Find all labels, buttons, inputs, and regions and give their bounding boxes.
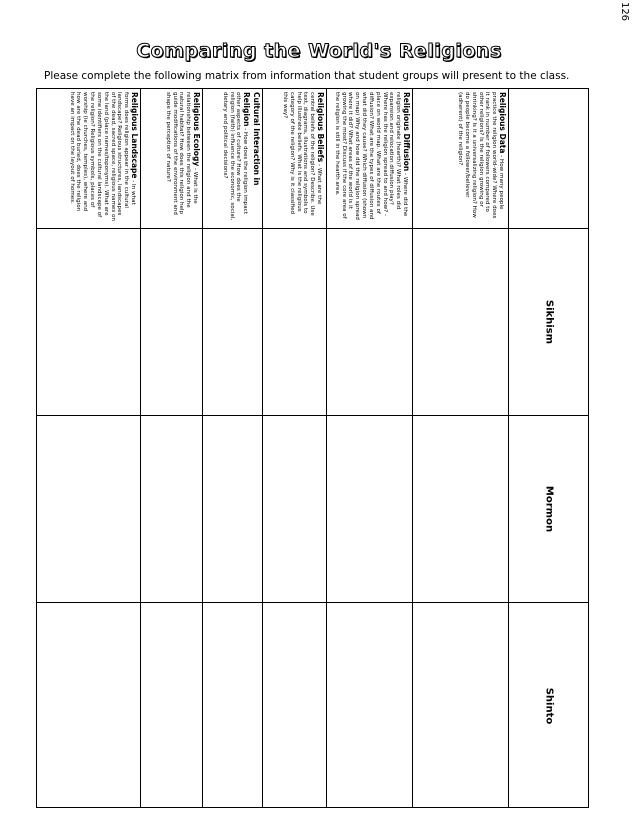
page-title: Comparing the World's Religions [136,40,502,62]
answer-cell[interactable] [141,229,203,416]
answer-cell[interactable] [203,416,263,603]
matrix-category-column [263,89,327,807]
category-title: Religious Beliefs [316,92,325,163]
category-label-cell [37,89,141,229]
category-title: Religious Landscape [130,92,139,179]
category-label-cell [413,89,509,229]
category-label-cell [327,89,413,229]
matrix-category-column [141,89,203,807]
column-header-sikhism: Sikhism [509,229,588,416]
matrix-category-column [37,89,141,807]
answer-cell[interactable] [37,416,141,603]
matrix-corner [509,89,588,229]
matrix-category-column [413,89,509,807]
column-header-shinto: Shinto [543,687,554,725]
category-prompt: - What are the central beliefs of the religion? Describe. Use text, diagrams, illustrations and symbols to help illustrate beliefs. What is the religious category of the religion? Why is it classified this way? [281,92,322,216]
category-prompt: - Where did the religion originate (hearth)? What roles did expansion and relocation diffusion play? Where has the religion spread to and how? - place on world map. What are the routes of diffusion? What are the types of diffusion and what did they cause? Which diffusion (shown on map) Why and how did the religion spread where it did? What areas of the world is it growing the most? Discuss if the core area of the religion is still in the hearth area. [333,92,408,220]
category-label-cell [141,89,203,229]
religion-header-strip [509,89,588,807]
answer-cell[interactable] [327,416,413,603]
answer-cell[interactable] [413,229,509,416]
matrix-category-column [327,89,413,807]
answer-cell[interactable] [327,603,413,809]
answer-cell[interactable] [263,229,327,416]
matrix-category-column [203,89,263,807]
religion-matrix [36,88,589,808]
category-title: Religious Diffusion [402,92,411,172]
category-label-cell [263,89,327,229]
instructions: Please complete the following matrix from information that student groups will present to the class. [44,70,570,82]
category-prompt: - In what forms does religion appear in the cultural landscape? Religious structures, landscapes of the dead, sacred space, religious names on the land (place names/toponyms). What are some identifiers on the cultural landscape of the religion? Religious symbols, places of worship (ie churches, temples), where and how are the dead buried, does the religion have an impact on the layout of homes. [68,92,136,222]
category-title: Religious Ecology [192,92,201,167]
answer-cell[interactable] [141,416,203,603]
category-prompt: - How does the religion impact other aspects of culture? How does the religion (faith) influence the economic, social, dietary and political decisions? [221,92,249,221]
category-title: Religious Data [498,92,507,154]
answer-cell[interactable] [203,229,263,416]
category-label-cell [203,89,263,229]
answer-cell[interactable] [37,603,141,809]
page-number: 126 [618,1,630,22]
category-prompt: - What is the relationship between the religion and the natural habitat? How does this religion help guide modifications of the environment and shape the perception of nature? [164,92,198,215]
answer-cell[interactable] [263,416,327,603]
answer-cell[interactable] [141,603,203,809]
column-header-mormon: Mormon [509,416,588,603]
answer-cell[interactable] [37,229,141,416]
category-title: Cultural Interaction in Religion [242,92,261,186]
answer-cell[interactable] [413,603,509,809]
answer-cell[interactable] [203,603,263,809]
category-prompt: - How many people practice the religion world-wide? Where does it rank in number of followers compared to other religions? Is the religion growing or shrinking? Is it a universalizing religion? How do people become a follower/believer (adherent) of the religion? [457,92,504,219]
answer-cell[interactable] [413,416,509,603]
answer-cell[interactable] [263,603,327,809]
answer-cell[interactable] [327,229,413,416]
